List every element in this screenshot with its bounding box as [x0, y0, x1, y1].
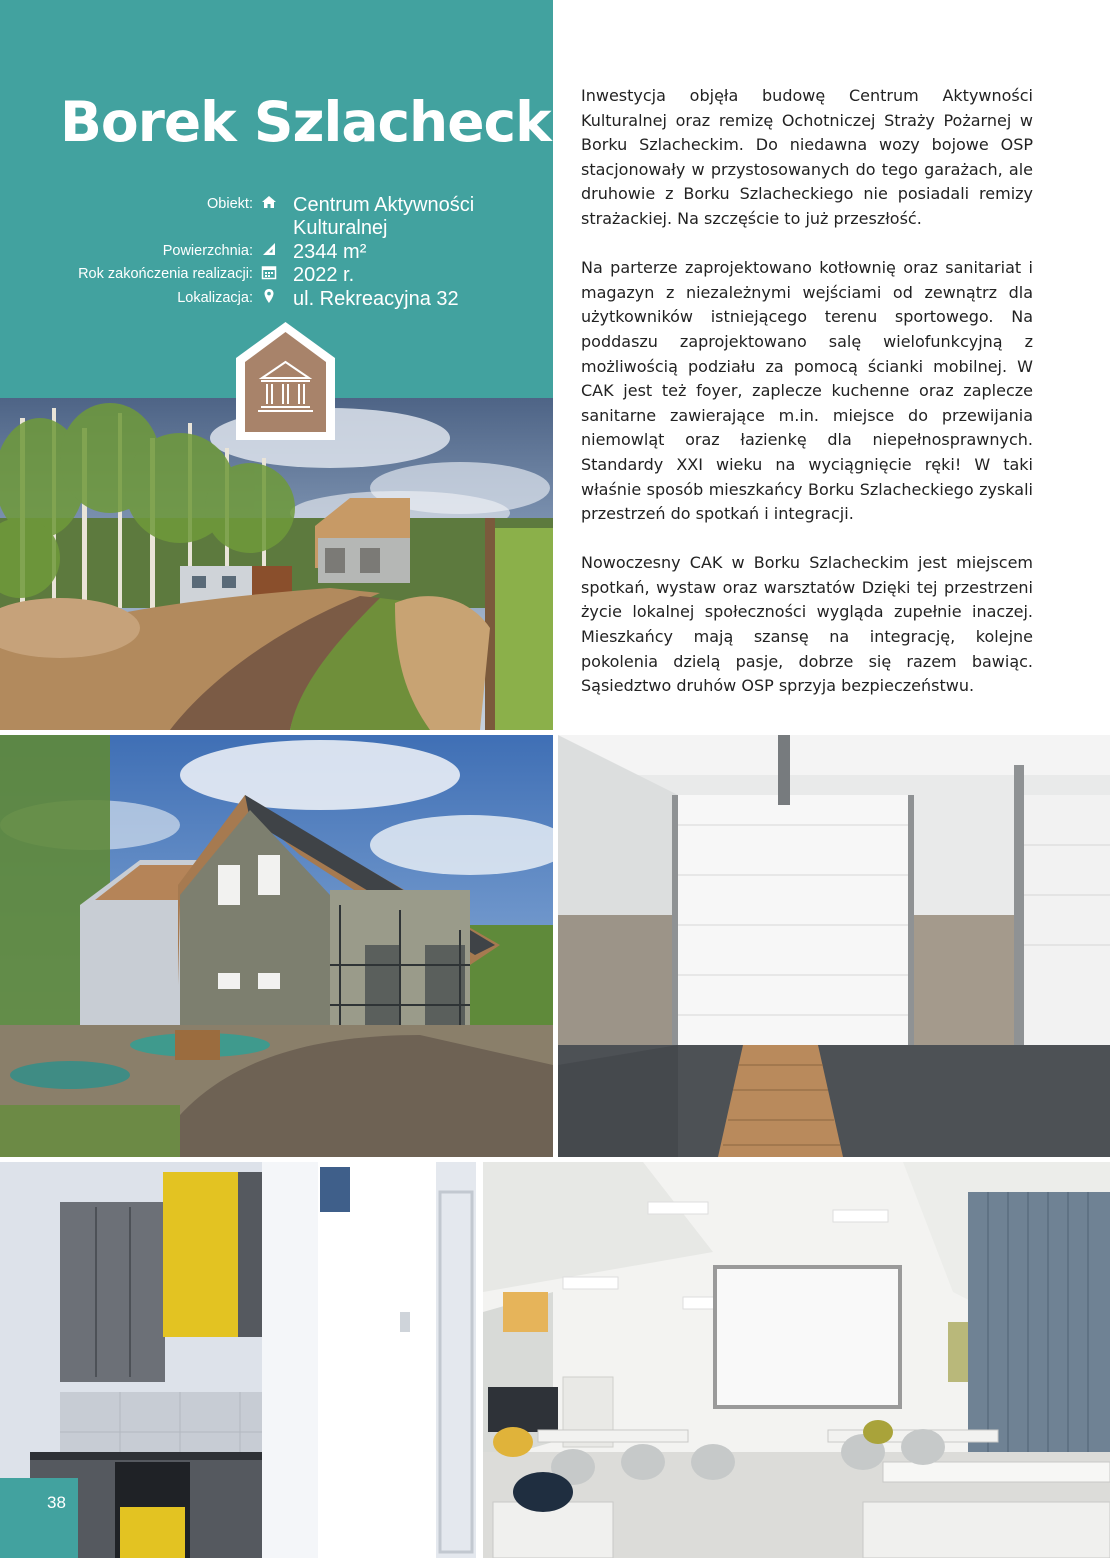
paragraph-layout: Na parterze zaprojektowano kotłownię oraz sanitariat i magazyn z niezależnymi wejściami od zewnątrz dla użytkowników istniejącego terenu sportowego. Na poddaszu zaprojektowano salę wielofunkcyjną z możliwością podziału za pomocą ścianki mobilnej. W CAK jest też foyer, zaplecze kuchenne oraz zaplecze sanitarne zawierające m.in. miejsce do przewijania niemowląt oraz łazienkę dla niepełnosprawnych. Standardy XXI wieku na wyciągnięcie ręki! W taki właśnie sposób mieszkańcy Borku Szlacheckiego zyskali przestrzeń do spotkań i integracji. [581, 258, 1033, 524]
page-number-tab [0, 1478, 78, 1558]
page-title: Borek Szlachecki [60, 90, 569, 154]
public-building-icon [236, 322, 335, 440]
triangle-ruler-icon [261, 241, 277, 257]
page-number: 38 [47, 1493, 66, 1512]
info-value-location: ul. Rekreacyjna 32 [293, 288, 459, 310]
info-label-year: Rok zakończenia realizacji: [78, 264, 277, 282]
info-value-area: 2344 m² [293, 241, 367, 263]
info-label-object: Obiekt: [207, 194, 277, 212]
body-text [581, 84, 1033, 723]
photo-building-exterior [0, 735, 553, 1157]
map-pin-icon [261, 288, 277, 304]
photo-garage-interior [558, 735, 1110, 1157]
calendar-icon [261, 264, 277, 280]
info-label-location: Lokalizacja: [177, 288, 277, 306]
paragraph-intro: Inwestycja objęła budowę Centrum Aktywności Kulturalnej oraz remizę Ochotniczej Straży Pożarnej w Borku Szlacheckim. Do niedawna wozy bojowe OSP stacjonowały w przystosowanych do tego garażach, ale druhowie z Borku Szlacheckiego nie posiadali remizy strażackiej. Na szczęście to już przeszłość. [581, 86, 1033, 228]
info-label-area: Powierzchnia: [163, 241, 277, 259]
photo-construction-site [0, 398, 553, 730]
home-icon [261, 194, 277, 210]
photo-multipurpose-hall [483, 1162, 1110, 1558]
info-value-year: 2022 r. [293, 264, 355, 286]
paragraph-community: Nowoczesny CAK w Borku Szlacheckim jest miejscem spotkań, wystaw oraz warsztatów Dzięki tej przestrzeni życie lokalnej społeczności wygląda zupełnie inaczej. Mieszkańcy mają szansę na integrację, kolejne pokolenia dzielą pasje, dobrze się razem bawiąc. Sąsiedztwo druhów OSP sprzyja bezpieczeństwu. [581, 553, 1033, 696]
info-value-object: Centrum Aktywności Kulturalnej [293, 194, 475, 239]
